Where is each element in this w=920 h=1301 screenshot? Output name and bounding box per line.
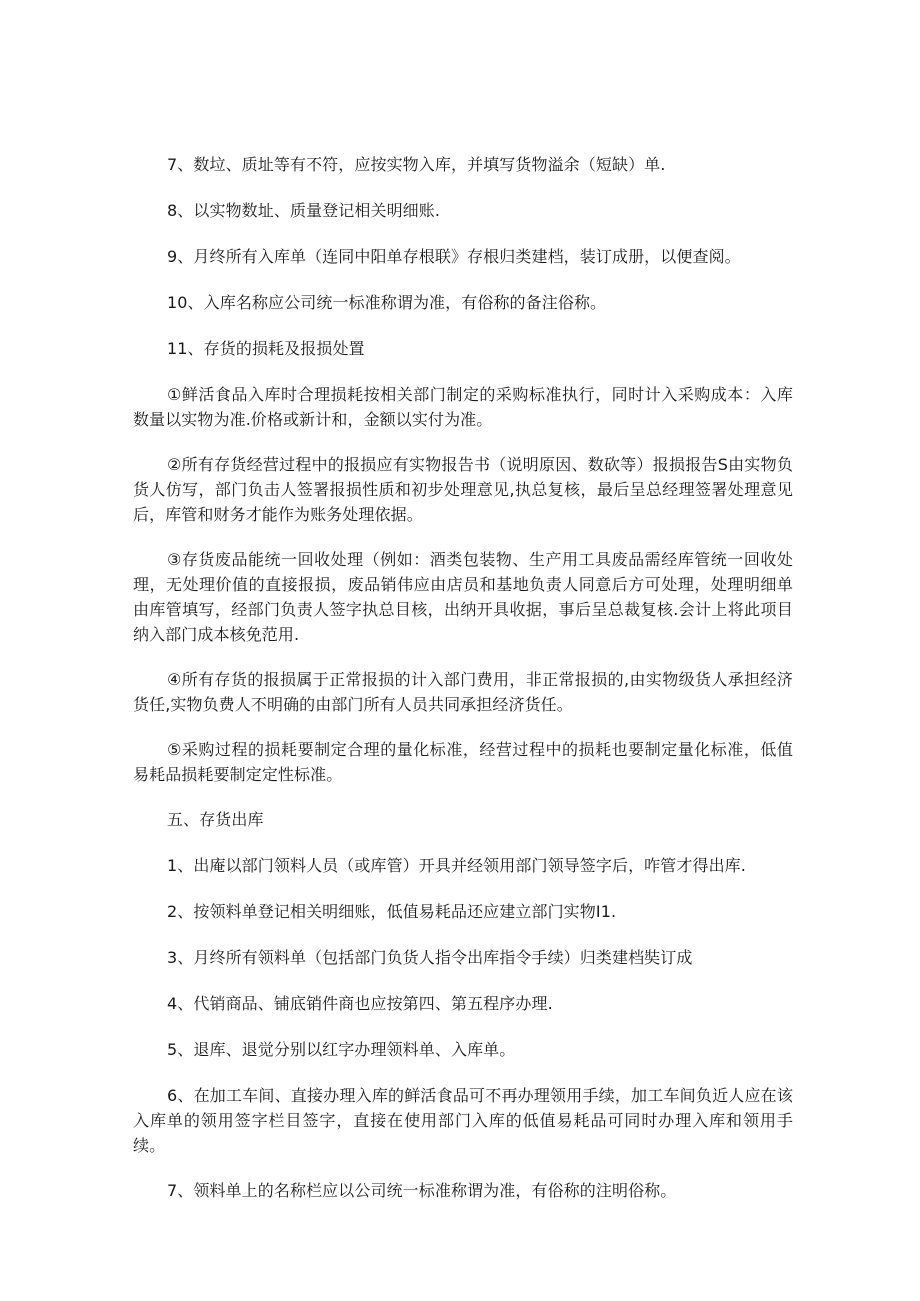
paragraph-subitem-2: ②所有存货经营过程中的报损应有实物报告书（说明原因、数砍等）报损报告S由实物负货人仿写，部门负击人签署报损性质和初步处理意见,执总复核，最后呈总经理签署处理意见后，库管和财务才能作为账务处理依据。	[133, 455, 793, 524]
paragraph-subitem-4: ④所有存货的报损属于正常报损的计入部门费用，非正常报损的,由实物级货人承担经济货任,实物负费人不明确的由部门所有人员共同承担经济货任。	[133, 670, 793, 714]
paragraph-outbound-7: 7、领料单上的名称栏应以公司统一标准称谓为准，有俗称的注明俗称。	[167, 1181, 677, 1200]
paragraph-outbound-6: 6、在加工车间、直接办理入库的鲜活食品可不再办理领用手续，加工车间负近人应在该入库单的领用签字栏目签字，直接在使用部门入库的低值易耗品可同时办理入库和领用手续。	[133, 1086, 793, 1155]
paragraph-subitem-5: ⑤采购过程的损耗要制定合理的量化标准，经营过程中的损耗也要制定量化标准，低值易耗品损耗要制定定性标准。	[133, 740, 793, 784]
paragraph-item-11-heading: 11、存货的损耗及报损处置	[167, 339, 365, 358]
paragraph-outbound-4: 4、代销商品、铺底销件商也应按第四、第五程序办理.	[167, 994, 553, 1013]
paragraph-item-7: 7、数垃、质址等有不符，应按实物入库，并填写货物溢余（短缺）单.	[167, 155, 666, 174]
paragraph-item-8: 8、以实物数址、质量登记相关明细账.	[167, 201, 441, 220]
paragraph-outbound-2: 2、按领料单登记相关明细账，低值易耗品还应建立部门实物I1.	[167, 902, 617, 921]
section-heading-5: 五、存货出库	[167, 810, 264, 829]
paragraph-item-9: 9、月终所有入库单（连同中阳单存根联》存根归类建档，装订成册，以便查阅。	[167, 247, 741, 266]
paragraph-subitem-3: ③存货废品能统一回收处理（例如：酒类包装物、生产用工具废品需经库管统一回收处理，无处理价值的直接报损，废品销伟应由店员和基地负责人同意后方可处理，处理明细单由库管填写，经部门负责人签字执总目核，出纳开具收据，事后呈总裁复核.会计上将此项目纳入部门成本核免范用.	[133, 550, 793, 644]
document-body	[133, 152, 793, 1224]
paragraph-outbound-5: 5、退库、退觉分别以红字办理领料单、入库单。	[167, 1040, 516, 1059]
paragraph-outbound-1: 1、出庵以部门领料人员（或库管）开具并经领用部门领导签字后，咋管才得出库.	[167, 856, 746, 875]
paragraph-outbound-3: 3、月终所有领料单（包括部门负货人指令出库指令手续）归类建档奘订成	[167, 948, 693, 967]
paragraph-item-10: 10、入库名称应公司统一标准称谓为准，有俗称的备注俗称。	[167, 293, 607, 312]
paragraph-subitem-1: ①鲜活食品入库时合理损耗按相关部门制定的采购标准执行，同时计入采购成本：入库数量以实物为准.价格或新计和，金额以实付为准。	[133, 385, 793, 429]
